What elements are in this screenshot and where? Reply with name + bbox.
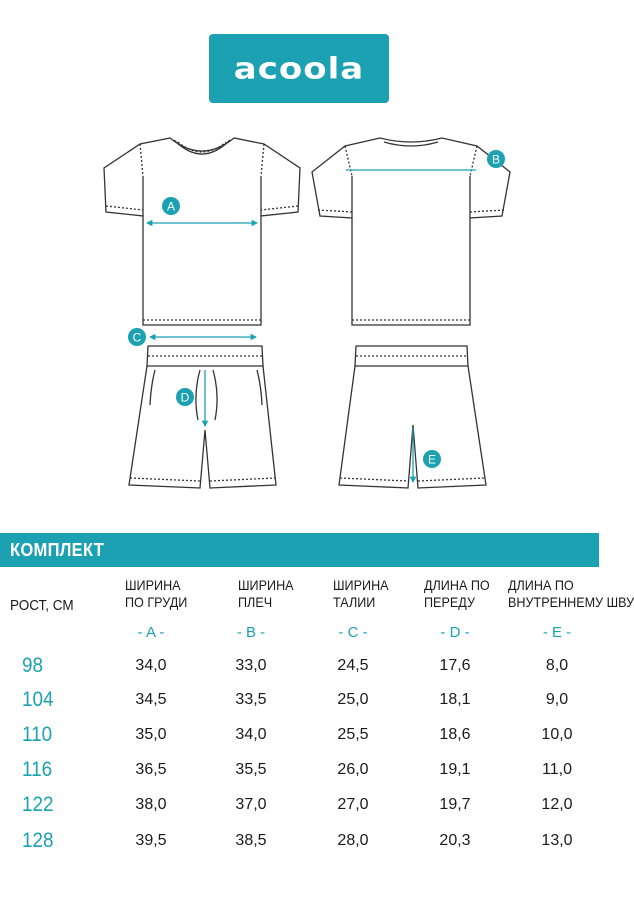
value-cell: 34,0 bbox=[135, 657, 167, 674]
value-cell: 25,5 bbox=[337, 726, 369, 743]
column-header-front-length bbox=[424, 577, 490, 611]
value-cell: 11,0 bbox=[542, 761, 572, 778]
height-cell: 104 bbox=[22, 688, 54, 711]
column-letter-d: - D - bbox=[440, 624, 470, 641]
table-row bbox=[0, 758, 599, 792]
column-header-line: ТАЛИИ bbox=[333, 594, 376, 610]
column-header-chest bbox=[125, 577, 187, 611]
size-table bbox=[0, 567, 634, 900]
column-header-line: ШИРИНА bbox=[125, 577, 181, 593]
marker-b bbox=[487, 150, 505, 168]
brand-logo bbox=[209, 34, 389, 103]
value-cell: 18,6 bbox=[439, 726, 471, 743]
column-letter-b: - B - bbox=[236, 624, 266, 641]
value-cell: 19,1 bbox=[439, 761, 471, 778]
shorts-front bbox=[129, 346, 276, 488]
value-cell: 38,0 bbox=[135, 796, 167, 813]
value-cell: 34,5 bbox=[135, 691, 167, 708]
column-header-waist bbox=[333, 577, 389, 611]
column-header-shoulders bbox=[238, 577, 294, 611]
column-header-line: ПО ГРУДИ bbox=[125, 594, 188, 610]
marker-c-label: C bbox=[132, 330, 142, 345]
height-cell: 122 bbox=[22, 793, 54, 816]
height-cell: 110 bbox=[22, 723, 53, 746]
tshirt-front bbox=[104, 138, 300, 325]
value-cell: 8,0 bbox=[545, 657, 569, 674]
brand-logo-text: acoola bbox=[233, 51, 365, 86]
value-cell: 36,5 bbox=[135, 761, 167, 778]
section-header bbox=[0, 533, 599, 567]
value-cell: 13,0 bbox=[541, 832, 573, 849]
marker-c bbox=[128, 328, 146, 346]
marker-d-label: D bbox=[180, 390, 190, 405]
value-cell: 25,0 bbox=[337, 691, 369, 708]
value-cell: 37,0 bbox=[235, 796, 267, 813]
table-row bbox=[0, 723, 599, 757]
value-cell: 10,0 bbox=[541, 726, 573, 743]
value-cell: 12,0 bbox=[541, 796, 573, 813]
value-cell: 33,0 bbox=[235, 657, 267, 674]
column-header-line: ШИРИНА bbox=[238, 577, 294, 593]
marker-e bbox=[423, 450, 441, 468]
height-cell: 98 bbox=[22, 654, 44, 677]
table-row bbox=[0, 654, 599, 688]
value-cell: 27,0 bbox=[337, 796, 369, 813]
marker-e-label: E bbox=[427, 452, 437, 467]
value-cell: 33,5 bbox=[235, 691, 267, 708]
column-header-line: ВНУТРЕННЕМУ ШВУ bbox=[508, 594, 634, 610]
column-letter-a: - A - bbox=[137, 624, 165, 641]
value-cell: 24,5 bbox=[337, 657, 369, 674]
value-cell: 19,7 bbox=[439, 796, 471, 813]
column-letter-c: - C - bbox=[338, 624, 368, 641]
table-row bbox=[0, 829, 599, 863]
column-header-line: ДЛИНА ПО bbox=[424, 577, 490, 593]
column-header-inseam bbox=[508, 577, 634, 611]
value-cell: 18,1 bbox=[439, 691, 471, 708]
height-cell: 128 bbox=[22, 829, 54, 852]
marker-b-label: B bbox=[491, 152, 501, 167]
marker-d bbox=[176, 388, 194, 406]
value-cell: 9,0 bbox=[545, 691, 569, 708]
value-cell: 35,0 bbox=[135, 726, 167, 743]
value-cell: 17,6 bbox=[439, 657, 471, 674]
height-column-header: РОСТ, СМ bbox=[10, 597, 74, 614]
table-row bbox=[0, 793, 599, 827]
value-cell: 20,3 bbox=[439, 832, 471, 849]
value-cell: 38,5 bbox=[235, 832, 267, 849]
value-cell: 35,5 bbox=[235, 761, 267, 778]
value-cell: 34,0 bbox=[235, 726, 267, 743]
column-header-line: ПЛЕЧ bbox=[238, 594, 273, 610]
column-letter-e: - E - bbox=[542, 624, 572, 641]
column-header-line: ДЛИНА ПО bbox=[508, 577, 574, 593]
marker-a bbox=[162, 197, 180, 215]
section-title: КОМПЛЕКТ bbox=[10, 539, 105, 560]
tshirt-back bbox=[312, 138, 510, 325]
value-cell: 28,0 bbox=[337, 832, 369, 849]
value-cell: 26,0 bbox=[337, 761, 369, 778]
column-header-line: ШИРИНА bbox=[333, 577, 389, 593]
column-header-line: ПЕРЕДУ bbox=[424, 594, 475, 610]
garment-diagram bbox=[0, 120, 599, 510]
marker-a-label: A bbox=[166, 199, 176, 214]
table-row bbox=[0, 688, 599, 722]
value-cell: 39,5 bbox=[135, 832, 167, 849]
height-cell: 116 bbox=[22, 758, 53, 781]
